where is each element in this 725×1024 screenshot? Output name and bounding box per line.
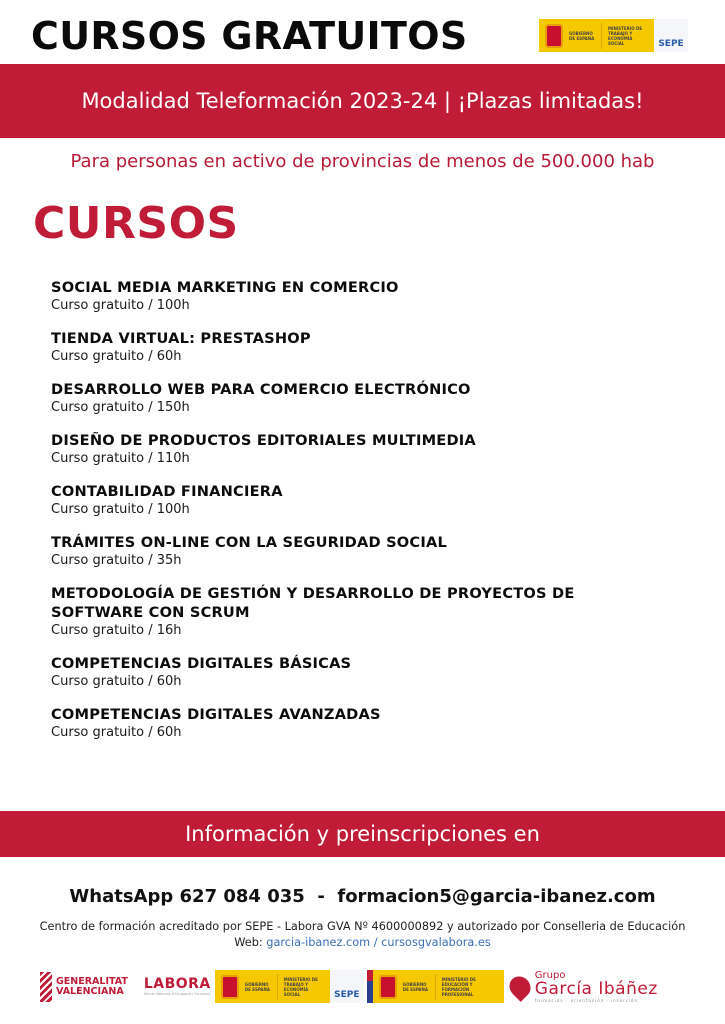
gov-label: GOBIERNO DE ESPAÑA (402, 981, 428, 992)
contact-separator: - (317, 886, 325, 907)
gi-line2: García Ibáñez (534, 978, 658, 999)
course-item (51, 380, 651, 416)
ministry-label: MINISTERIO DE EDUCACIÓN Y FORMACIÓN PROFESIONAL (441, 976, 476, 997)
gov-spain-logo (539, 19, 654, 52)
sepe-logo (654, 19, 688, 52)
course-name: SOCIAL MEDIA MARKETING EN COMERCIO (51, 279, 399, 296)
course-item (51, 482, 651, 518)
footer-logos (40, 970, 658, 1003)
info-banner: Información y preinscripciones en (0, 811, 725, 857)
course-name: DESARROLLO WEB PARA COMERCIO ELECTRÓNICO (51, 381, 471, 398)
generalitat-logo (40, 972, 128, 1002)
gov-label: GOBIERNO DE ESPAÑA (569, 30, 595, 41)
sepe-label: SEPE (334, 990, 360, 1000)
course-item (51, 654, 651, 690)
whatsapp-number[interactable]: WhatsApp 627 084 035 (69, 886, 305, 907)
labora-logo (144, 977, 211, 996)
accreditation-line: Centro de formación acreditado por SEPE - Labora GVA Nº 4600000892 y autorizado por Conselleria de Educación (39, 920, 686, 933)
coat-of-arms-icon (545, 24, 563, 48)
labora-name: LABORA (143, 976, 211, 992)
course-meta: Curso gratuito / 60h (51, 674, 182, 689)
accreditation-text (0, 919, 725, 951)
grupo-garcia-ibanez-logo (510, 971, 658, 1003)
course-meta: Curso gratuito / 150h (51, 400, 190, 415)
course-list (51, 278, 651, 756)
course-meta: Curso gratuito / 100h (51, 298, 190, 313)
page-title: CURSOS GRATUITOS (31, 14, 468, 58)
course-item (51, 329, 651, 365)
coat-of-arms-icon (221, 975, 239, 999)
ministry-label: MINISTERIO DE TRABAJO Y ECONOMÍA SOCIAL (283, 976, 318, 997)
course-item (51, 431, 651, 467)
course-name: TRÁMITES ON-LINE CON LA SEGURIDAD SOCIAL (51, 534, 447, 551)
gva-line1: GENERALITAT (56, 975, 128, 987)
gov-educacion-logo (367, 970, 504, 1003)
garcia-ibanez-emblem-icon (505, 972, 535, 1002)
email-link[interactable]: formacion5@garcia-ibanez.com (337, 886, 656, 907)
course-meta: Curso gratuito / 100h (51, 502, 190, 517)
gi-line1: Grupo (534, 969, 566, 981)
sepe-ministry-logo (539, 19, 688, 52)
web-line (0, 935, 725, 951)
ministry-label: MINISTERIO DE TRABAJO Y ECONOMÍA SOCIAL (608, 25, 643, 46)
course-item (51, 278, 651, 314)
course-name: CONTABILIDAD FINANCIERA (51, 483, 283, 500)
divider (435, 974, 436, 1000)
divider (601, 23, 602, 49)
courses-heading: CURSOS (33, 198, 239, 249)
generalitat-emblem-icon (40, 972, 52, 1002)
website-link-cursosgvalabora[interactable]: cursosgvalabora.es (381, 936, 491, 949)
course-meta: Curso gratuito / 60h (51, 349, 182, 364)
course-meta: Curso gratuito / 35h (51, 553, 182, 568)
course-name: COMPETENCIAS DIGITALES BÁSICAS (51, 655, 352, 672)
contact-line (0, 883, 725, 911)
course-item (51, 584, 651, 639)
audience-subtitle: Para personas en activo de provincias de menos de 500.000 hab (70, 151, 655, 172)
web-label: Web: (234, 936, 263, 949)
course-name: TIENDA VIRTUAL: PRESTASHOP (51, 330, 311, 347)
modality-banner: Modalidad Teleformación 2023-24 | ¡Plazas limitadas! (0, 64, 725, 138)
course-name: DISEÑO DE PRODUCTOS EDITORIALES MULTIMEDIA (51, 432, 476, 449)
course-name: METODOLOGÍA DE GESTIÓN Y DESARROLLO DE PROYECTOS DE SOFTWARE CON SCRUM (51, 585, 575, 621)
website-link-garcia-ibanez[interactable]: garcia-ibanez.com (266, 936, 371, 949)
course-meta: Curso gratuito / 60h (51, 725, 182, 740)
sepe-label: SEPE (658, 39, 684, 49)
gva-line2: VALENCIANA (56, 985, 124, 997)
labora-tagline: Servei Valencià d'Ocupació i Formació (143, 992, 211, 996)
gov-label: GOBIERNO DE ESPAÑA (244, 981, 270, 992)
coat-of-arms-icon (379, 975, 397, 999)
sepe-logo (330, 970, 364, 1003)
course-name: COMPETENCIAS DIGITALES AVANZADAS (51, 706, 381, 723)
course-item (51, 705, 651, 741)
divider (277, 974, 278, 1000)
web-separator: / (373, 936, 378, 949)
course-meta: Curso gratuito / 16h (51, 623, 182, 638)
course-item (51, 533, 651, 569)
gov-trabajo-logo (215, 970, 330, 1003)
course-meta: Curso gratuito / 110h (51, 451, 190, 466)
gi-line3: formación · orientación · inserción (534, 997, 639, 1003)
